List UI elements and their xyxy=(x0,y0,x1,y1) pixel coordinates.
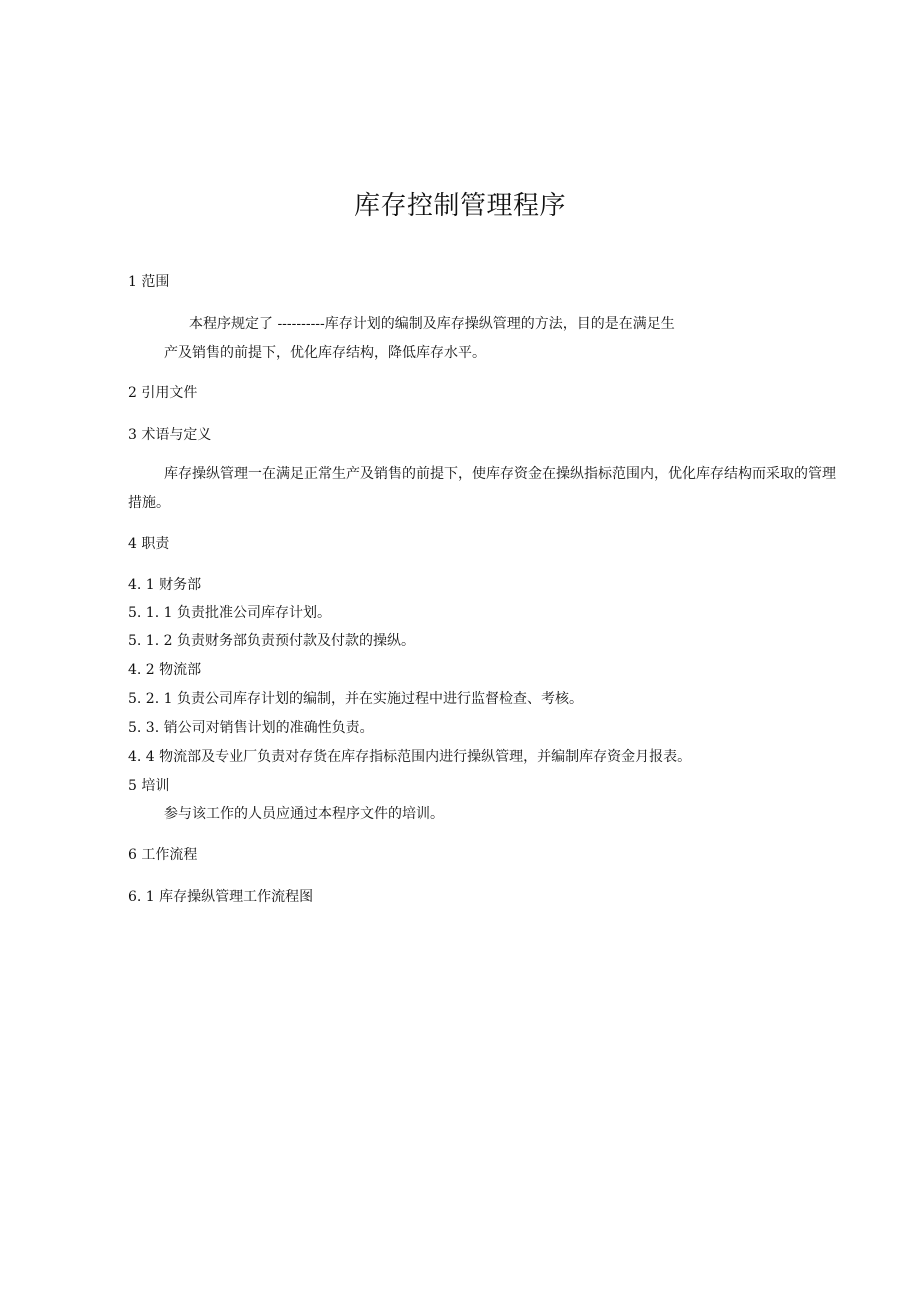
section-4-item: 4. 2 物流部 xyxy=(128,662,202,678)
section-4-item: 5. 1. 2 负责财务部负责预付款及付款的操纵。 xyxy=(128,633,415,649)
section-1-heading: 1 范围 xyxy=(128,274,170,290)
section-6-heading: 6 工作流程 xyxy=(128,847,198,863)
document-title: 库存控制管理程序 xyxy=(353,191,566,221)
section-5-body: 参与该工作的人员应通过本程序文件的培训。 xyxy=(164,806,444,822)
section-2-heading: 2 引用文件 xyxy=(128,385,198,401)
section-4-heading: 4 职责 xyxy=(128,536,170,552)
section-1-body-line-2: 产及销售的前提下，优化库存结构，降低库存水平。 xyxy=(164,345,486,361)
section-5-heading: 5 培训 xyxy=(128,778,170,794)
section-4-item: 4. 1 财务部 xyxy=(128,577,202,593)
section-3-body: 库存操纵管理一在满足正常生产及销售的前提下，使库存资金在操纵指标范围内，优化库存结构而采取的管理措施。 xyxy=(128,466,836,511)
section-3-heading: 3 术语与定义 xyxy=(128,427,212,443)
section-1-body-line-1: 本程序规定了 ----------库存计划的编制及库存操纵管理的方法，目的是在满足生 xyxy=(189,316,675,332)
section-6-1-heading: 6. 1 库存操纵管理工作流程图 xyxy=(128,889,314,905)
section-4-item: 5. 1. 1 负责批准公司库存计划。 xyxy=(128,605,331,621)
section-4-item: 4. 4 物流部及专业厂负责对存货在库存指标范围内进行操纵管理，并编制库存资金月报表。 xyxy=(128,749,692,765)
section-4-item: 5. 2. 1 负责公司库存计划的编制，并在实施过程中进行监督检查、考核。 xyxy=(128,691,583,707)
section-4-item: 5. 3. 销公司对销售计划的准确性负责。 xyxy=(128,720,374,736)
